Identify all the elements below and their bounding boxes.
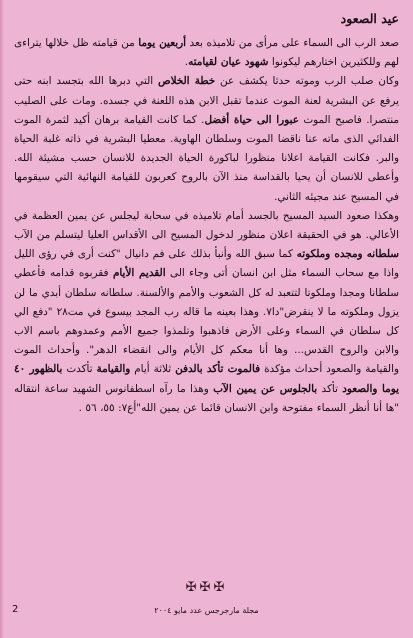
body-text: من قيامته ظل خلالها يتراءى لهم وللكثيرين اختارهم ليكونوا — [14, 37, 399, 69]
emphasis-text: فالموت تأكد بالدفن — [175, 363, 261, 376]
body-text: التي دبرها الله بتجسد ابنه حتى يرفع عن البشرية لعنة الموت عندما تقبل الابن هذه اللعنة في جسده. ومات على الصليب منتصرا. فاصبح الموت — [14, 75, 399, 126]
page-number: 2 — [12, 604, 19, 615]
body-text: وكان صلب الرب وموته حدثا يكشف عن — [215, 75, 399, 88]
emphasis-text: بالجلوس عن يمين الآب — [213, 382, 318, 395]
page-spine-shadow — [0, 0, 4, 638]
emphasis-text: خطة الخلاص — [158, 75, 216, 88]
emphasis-text: سلطانه ومجده وملكوته — [296, 248, 400, 261]
body-text: صعد الرب الى السماء على مرأى من تلاميذه بعد — [186, 37, 400, 49]
body-text: وهكذا صعود السيد المسيح بالجسد أمام تلاميذه في سحابة ليجلس عن يمين العظمة في الأعالي. هو في الحقيقة اعلان منظور لدخول المسيح الى الأقداس العليا ليتسلم من الآب — [14, 209, 399, 242]
magazine-footer: مجلة مارجرجس عدد مايو ٢٠٠٤ — [154, 606, 259, 615]
paragraph-1 — [14, 34, 399, 72]
emphasis-text: والقيامة — [96, 363, 131, 376]
body-text: تأكد — [317, 382, 343, 395]
paragraph-3 — [14, 207, 399, 418]
article-body — [14, 34, 399, 418]
paragraph-2 — [14, 72, 399, 206]
article-title: عيد الصعود — [340, 11, 399, 26]
emphasis-text: عبورا الى حياة أفضل — [204, 113, 299, 126]
emphasis-text: أربعين يوما — [138, 37, 187, 49]
body-text: وهذا ما رآه اسطفانوس الشهيد ساعة انتقاله "ها أنا أنظر السماء مفتوحة وابن الانسان قائما عن يمين الله"أع٧: ٥٥، ٥٦ . — [14, 382, 399, 414]
body-text: كما سبق الله وأنبأ بذلك على فم دانيال "كنت أرى في رؤى الليل واذا مع سحاب السماء مثل ابن انسان أتى وجاء الى — [14, 248, 399, 280]
body-text: فقربوه قدامه فأعطي سلطانا ومجدا وملكوتا لتتعبد له كل الشعوب والأمم والألسنة. سلطانه سلطان أبدي ما لن يزول وملكوته ما لا ينقرض"دا٧. وهذا بعينه ما قاله رب المجد بيسوع في مت٢٨ "دفع الي كل سلطان في السماء وعلى الأرض فاذهبوا وتلمذوا جميع الأمم وعمدوهم باسم الاب والابن والروح القدس... وها أنا معكم كل الأيام والى انقضاء الدهر". وأحداث الموت والقيامة والصعود أحداث مؤكدة — [14, 267, 400, 376]
crosses-ornament: ✠✠✠ — [185, 580, 228, 595]
emphasis-text: القديم الأيام — [112, 267, 166, 280]
body-text: . كما كانت القيامة برهان أكيد لثمرة الموت الفدائي الذى ماته عنا ناقضا الموت وسلطان الهاوية. معطيا البشرية في ذاته غلبة الحياة والبر. فكانت القيامة اعلانا منظورا لباكورة الحياة الجديدة للانسان حسب مشيئة الله. وأعطى للانسان أن يحيا بالقداسة منذ الآن بالروح كعربون للقيامة النهائية التي سيقومها في المسيح عند مجيئه الثاني. — [14, 113, 399, 203]
body-text: ثلاثة أيام — [130, 363, 176, 376]
emphasis-text: شهود عيان لقيامته — [188, 56, 269, 69]
body-text: . — [184, 56, 189, 69]
emphasis-text: بالظهور ٤٠ يوما والصعود — [14, 363, 400, 395]
body-text: تأكدت — [62, 363, 97, 376]
